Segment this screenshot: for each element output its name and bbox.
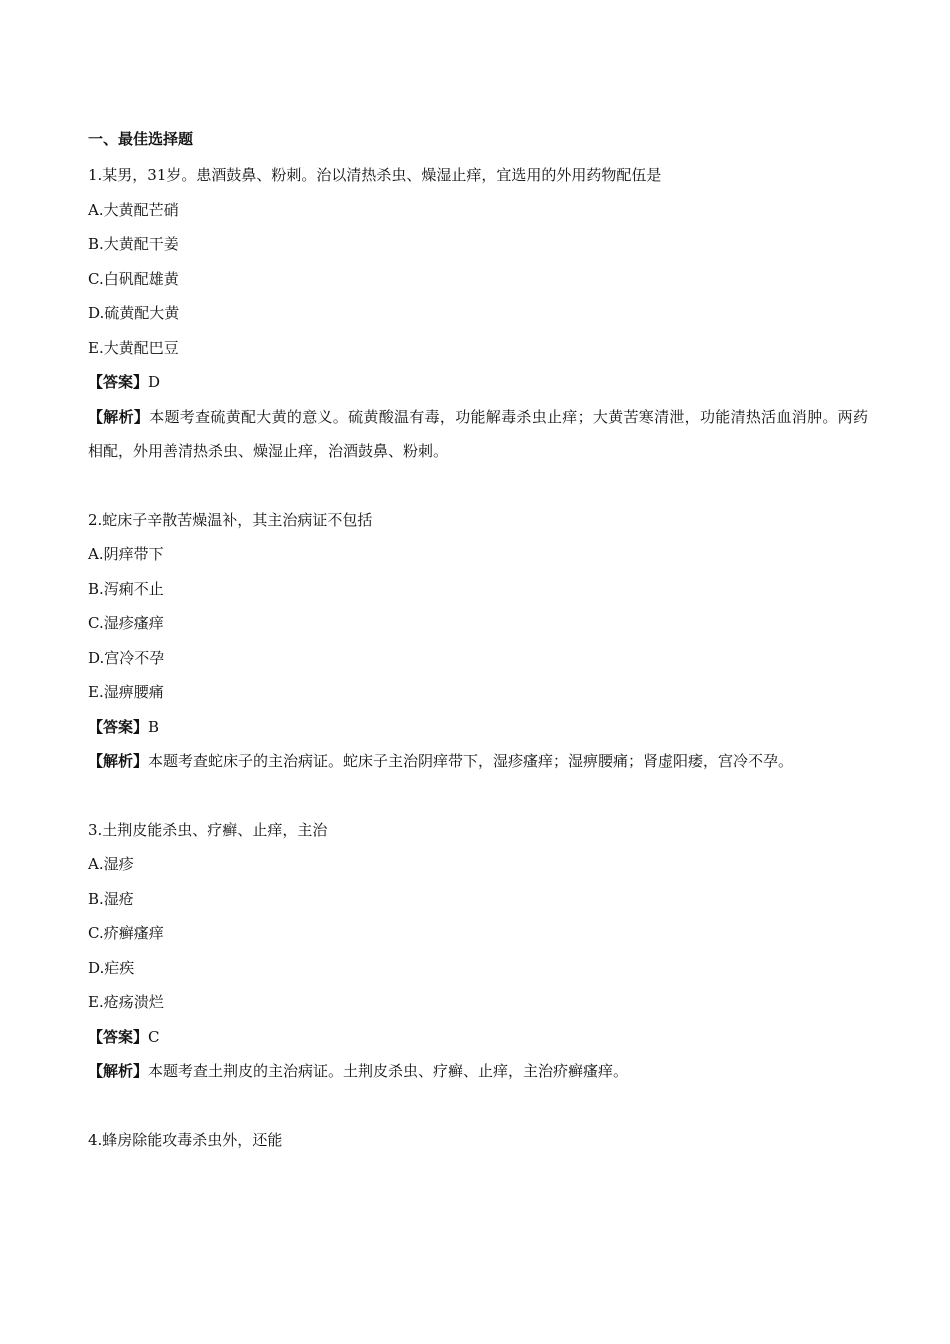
option-e: E.湿痹腰痛 [88, 683, 164, 701]
answer-value: B [148, 717, 160, 736]
option-d: D.宫冷不孕 [88, 648, 165, 667]
answer-value: D [148, 373, 161, 391]
answer-label: 【答案】 [88, 717, 149, 736]
option-c: C.湿疹瘙痒 [88, 614, 164, 632]
option-d: D.硫黄配大黄 [88, 304, 180, 322]
question-4 [88, 1123, 868, 1158]
analysis-label: 【解析】 [88, 1062, 149, 1080]
question-stem: 3.土荆皮能杀虫、疗癣、止痒，主治 [88, 820, 328, 839]
option-e: E.大黄配巴豆 [88, 338, 179, 357]
section-title: 一、最佳选择题 [88, 130, 194, 148]
question-stem: 2.蛇床子辛散苦燥温补，其主治病证不包括 [88, 510, 373, 529]
option-c: C.疥癣瘙痒 [88, 924, 164, 942]
option-e: E.疮疡溃烂 [88, 993, 164, 1011]
answer-line [88, 1020, 868, 1055]
option-b: B.泻痢不止 [88, 579, 164, 598]
question-stem: 1.某男，31岁。患酒鼓鼻、粉刺。治以清热杀虫、燥湿止痒，宜选用的外用药物配伍是 [88, 166, 662, 184]
analysis-text: 本题考查硫黄配大黄的意义。硫黄酸温有毒，功能解毒杀虫止痒；大黄苦寒清泄，功能清热活血消肿。两药相配，外用善清热杀虫、燥湿止痒，治酒鼓鼻、粉刺。 [88, 407, 868, 460]
analysis-label: 【解析】 [88, 407, 150, 426]
answer-label: 【答案】 [88, 1027, 149, 1046]
answer-value: C [148, 1027, 160, 1046]
answer-line [88, 365, 868, 400]
analysis-paragraph [88, 400, 868, 469]
question-3 [88, 813, 868, 1089]
option-a: A.大黄配芒硝 [88, 200, 179, 219]
question-stem: 4.蜂房除能攻毒杀虫外，还能 [88, 1130, 283, 1149]
analysis-text: 本题考查蛇床子的主治病证。蛇床子主治阴痒带下，湿疹瘙痒；湿痹腰痛；肾虚阳痿，宫冷不孕。 [148, 752, 794, 770]
analysis-text: 本题考查土荆皮的主治病证。土荆皮杀虫、疗癣、止痒，主治疥癣瘙痒。 [148, 1062, 629, 1080]
answer-line [88, 710, 868, 745]
option-a: A.湿疹 [88, 855, 134, 873]
question-2 [88, 503, 868, 779]
analysis-label: 【解析】 [88, 752, 149, 770]
question-1 [88, 158, 868, 469]
option-a: A.阴痒带下 [88, 545, 164, 563]
option-b: B.湿疮 [88, 889, 134, 908]
answer-label: 【答案】 [88, 373, 149, 391]
analysis-paragraph [88, 744, 868, 779]
option-d: D.疟疾 [88, 958, 135, 977]
document-page [88, 124, 868, 1157]
analysis-paragraph [88, 1054, 868, 1089]
option-c: C.白矾配雄黄 [88, 269, 179, 288]
option-b: B.大黄配干姜 [88, 235, 179, 253]
